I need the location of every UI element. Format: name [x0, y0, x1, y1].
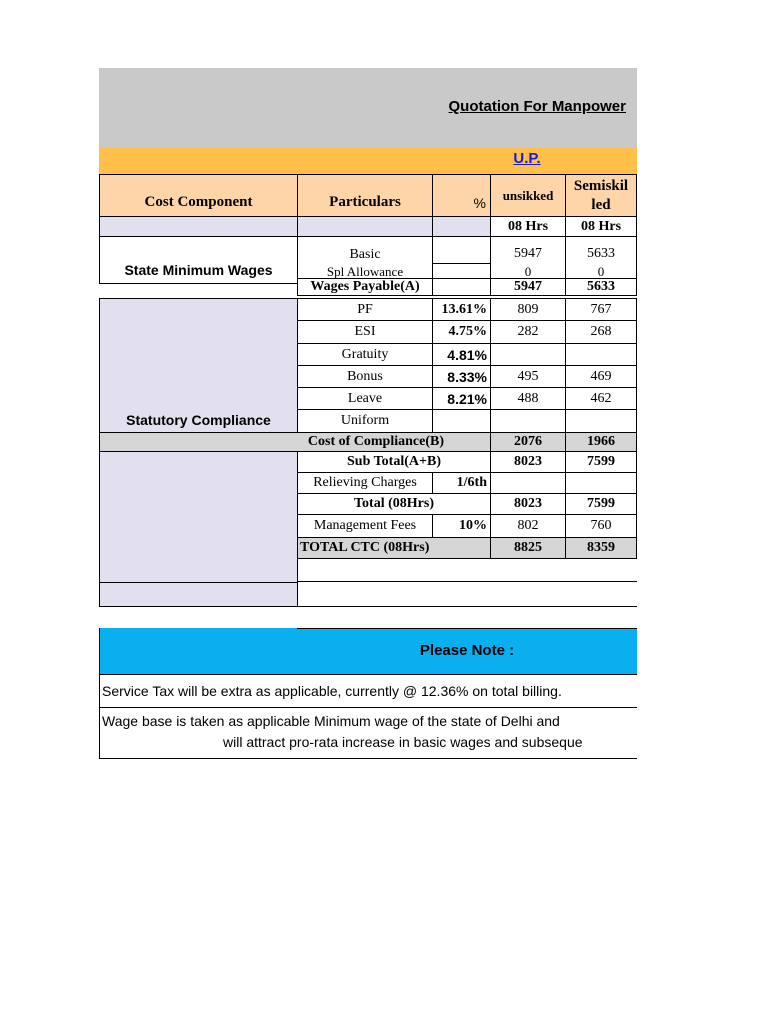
row-uniform-v2: [565, 409, 637, 432]
note-wage-base-line1: Wage base is taken as applicable Minimum wage of the state of Delhi and: [102, 713, 560, 729]
row-leave-v2: 462: [565, 387, 637, 409]
region-link[interactable]: U.P.: [513, 150, 541, 167]
row-compliance-label: Cost of Compliance(B): [99, 432, 490, 452]
row-esi-v1: 282: [490, 320, 565, 343]
row-basic-v1: 5947: [490, 237, 565, 264]
row-management-pct: 10%: [432, 515, 490, 538]
note-wage-base-line2: will attract pro-rata increase in basic wages and subseque: [223, 734, 583, 750]
row-subtotal-v1: 8023: [490, 452, 565, 473]
hours-row-blank: [99, 217, 297, 237]
row-management-label: Management Fees: [297, 515, 432, 538]
row-pf-v1: 809: [490, 298, 565, 320]
row-uniform-label: Uniform: [297, 409, 432, 432]
row-basic-label: Basic: [297, 237, 432, 264]
row-ctc-label: TOTAL CTC (08Hrs): [297, 538, 490, 559]
row-basic-v2: 5633: [565, 237, 637, 264]
row-management-v1: 802: [490, 515, 565, 538]
totals-side-panel: [99, 452, 297, 582]
row-wages-payable-label: Wages Payable(A): [297, 278, 432, 296]
row-relieving-label: Relieving Charges: [297, 473, 432, 494]
row-ctc-v2: 8359: [565, 538, 637, 559]
row-wages-payable-pct: [432, 278, 490, 296]
grid-line: [297, 606, 637, 607]
row-bonus-v1: 495: [490, 365, 565, 387]
grid-line: [99, 758, 637, 759]
grid-line: [297, 559, 298, 607]
row-esi-pct: 4.75%: [432, 320, 490, 343]
row-uniform-v1: [490, 409, 565, 432]
row-subtotal-v2: 7599: [565, 452, 637, 473]
grid-line: [99, 674, 637, 675]
blank-lavender-row: [99, 582, 297, 607]
row-spl-v1: 0: [490, 264, 565, 278]
row-relieving-pct: 1/6th: [432, 473, 490, 494]
header-particulars: Particulars: [297, 174, 432, 217]
row-spl-v2: 0: [565, 264, 637, 278]
grid-line: [297, 581, 637, 582]
header-unskilled: unsikked: [490, 174, 565, 217]
grid-line: [99, 628, 100, 758]
row-gratuity-v2: [565, 343, 637, 365]
hours-col1: 08 Hrs: [490, 217, 565, 237]
header-cost-component: Cost Component: [99, 174, 297, 217]
note-heading: Please Note :: [419, 642, 515, 659]
page-title: Quotation For Manpower: [448, 98, 626, 115]
row-spl-label: Spl Allowance: [297, 264, 432, 278]
header-semiskilled: [565, 174, 637, 217]
row-management-v2: 760: [565, 515, 637, 538]
section-minimum-wages: State Minimum Wages: [99, 237, 297, 284]
row-leave-label: Leave: [297, 387, 432, 409]
row-pf-pct: 13.61%: [432, 298, 490, 320]
row-esi-label: ESI: [297, 320, 432, 343]
row-pf-label: PF: [297, 298, 432, 320]
row-wages-payable-v1: 5947: [490, 278, 565, 296]
row-bonus-pct: 8.33%: [432, 365, 490, 387]
row-total-v2: 7599: [565, 494, 637, 515]
row-compliance-v1: 2076: [490, 432, 565, 452]
grid-line: [99, 707, 637, 708]
row-leave-v1: 488: [490, 387, 565, 409]
note-service-tax: Service Tax will be extra as applicable, currently @ 12.36% on total billing.: [102, 683, 562, 699]
row-leave-pct: 8.21%: [432, 387, 490, 409]
row-gratuity-label: Gratuity: [297, 343, 432, 365]
row-relieving-v1: [490, 473, 565, 494]
grid-line: [297, 628, 637, 629]
header-percent: %: [432, 174, 490, 217]
header-semiskilled-line1: Semiskil: [573, 178, 629, 194]
row-relieving-v2: [565, 473, 637, 494]
row-bonus-v2: 469: [565, 365, 637, 387]
section-statutory-compliance: Statutory Compliance: [99, 298, 297, 432]
row-total-v1: 8023: [490, 494, 565, 515]
row-bonus-label: Bonus: [297, 365, 432, 387]
row-pf-v2: 767: [565, 298, 637, 320]
row-total-label: Total (08Hrs): [297, 494, 490, 515]
row-spl-pct: [432, 264, 490, 278]
header-semiskilled-line2: led: [591, 197, 611, 213]
row-uniform-pct: [432, 409, 490, 432]
row-ctc-v1: 8825: [490, 538, 565, 559]
hours-row-blank: [297, 217, 432, 237]
row-wages-payable-v2: 5633: [565, 278, 637, 296]
row-compliance-v2: 1966: [565, 432, 637, 452]
hours-row-blank: [432, 217, 490, 237]
row-esi-v2: 268: [565, 320, 637, 343]
row-basic-pct: [432, 237, 490, 264]
row-gratuity-v1: [490, 343, 565, 365]
hours-col2: 08 Hrs: [565, 217, 637, 237]
row-subtotal-label: Sub Total(A+B): [297, 452, 490, 473]
row-gratuity-pct: 4.81%: [432, 343, 490, 365]
